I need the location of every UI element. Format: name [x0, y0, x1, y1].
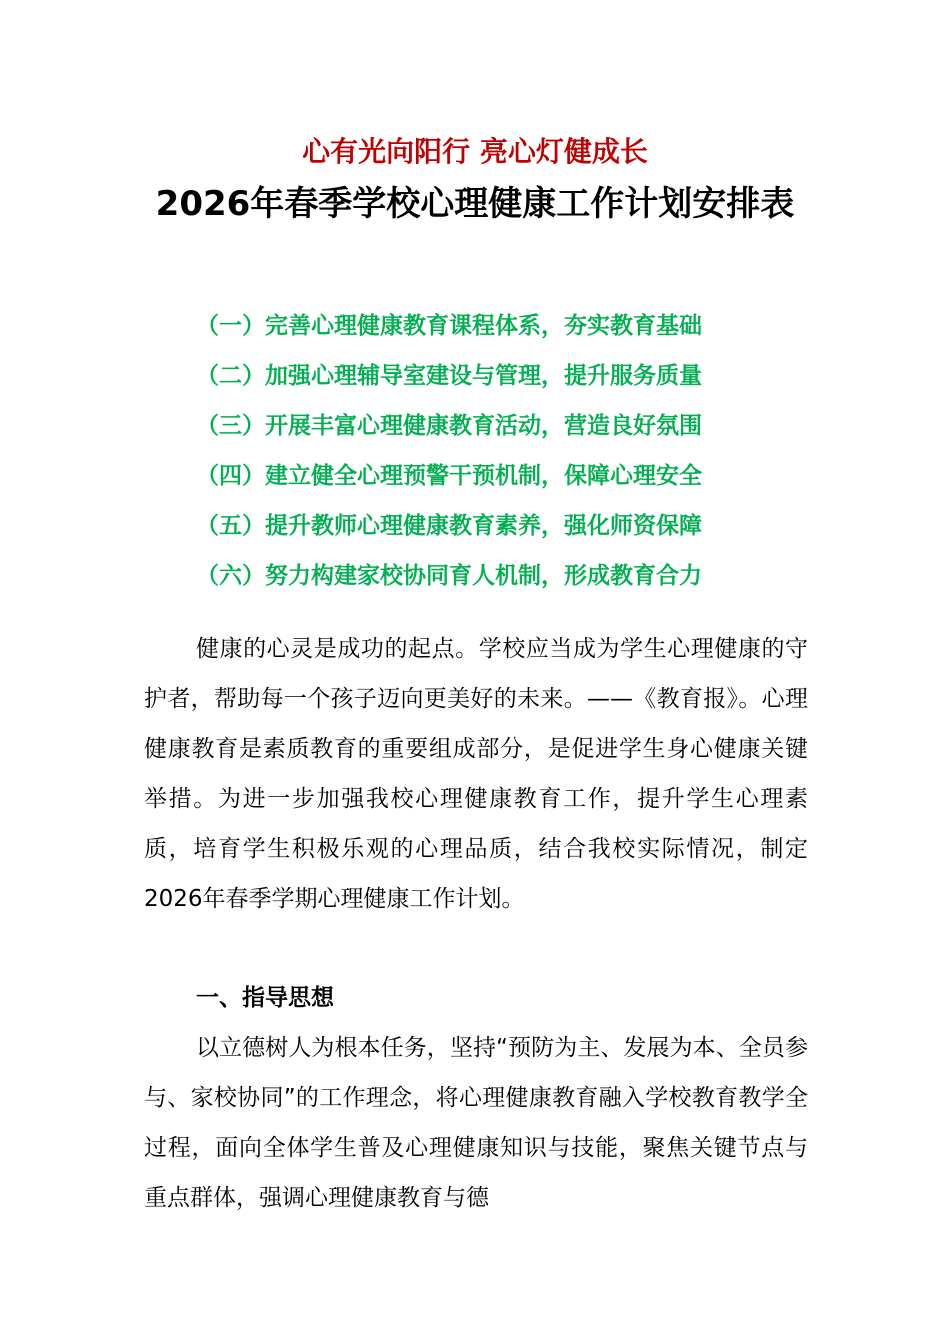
intro-paragraph: 健康的心灵是成功的起点。学校应当成为学生心理健康的守护者，帮助每一个孩子迈向更美好的未来。——《教育报》。心理健康教育是素质教育的重要组成部分，是促进学生身心健康关键举措。为进一步加强我校心理健康教育工作，提升学生心理素质，培育学生积极乐观的心理品质，结合我校实际情况，制定2026年春季学期心理健康工作计划。: [144, 636, 808, 912]
section-heading: 一、指导思想: [196, 985, 334, 1011]
toc-item: （二）加强心理辅导室建设与管理，提升服务质量: [196, 363, 702, 389]
section-paragraph: 以立德树人为根本任务，坚持“预防为主、发展为本、全员参与、家校协同”的工作理念，将心理健康教育融入学校教育教学全过程，面向全体学生普及心理健康知识与技能，聚焦关键节点与重点群体，强调心理健康教育与德: [144, 1035, 808, 1211]
toc-item: （四）建立健全心理预警干预机制，保障心理安全: [196, 463, 702, 489]
toc-item: （一）完善心理健康教育课程体系，夯实教育基础: [196, 313, 702, 339]
document-title: 2026年春季学校心理健康工作计划安排表: [155, 184, 795, 224]
toc-item: （三）开展丰富心理健康教育活动，营造良好氛围: [196, 413, 702, 439]
toc-item: （六）努力构建家校协同育人机制，形成教育合力: [196, 563, 702, 589]
toc-item: （五）提升教师心理健康教育素养，强化师资保障: [196, 513, 702, 539]
document-subtitle: 心有光向阳行 亮心灯健成长: [302, 135, 648, 168]
table-of-contents: [196, 306, 816, 606]
